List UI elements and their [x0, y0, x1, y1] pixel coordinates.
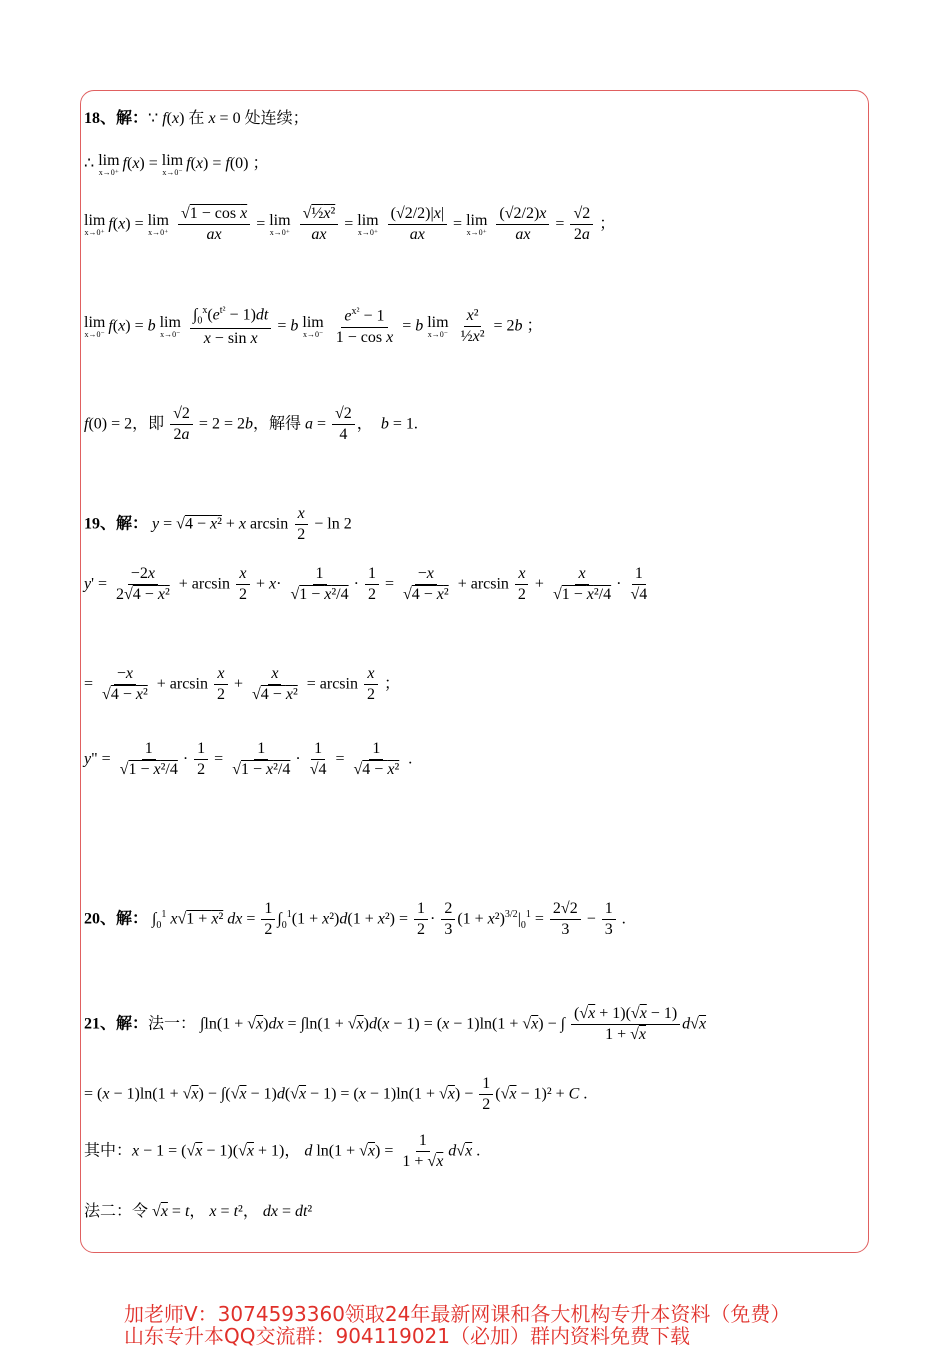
- q19-line1: 19、解： y = √4 − x² + x arcsin $\frac{x}{2}$ − ln 2: [84, 505, 352, 544]
- q21-line3: 其中：x − 1 = (√x − 1)(√x + 1)， d ln(1 + √x) = $\frac{1}{1 + √x}$ d√x .: [84, 1132, 481, 1171]
- q18-line1: 18、解：∵ f(x) 在 x = 0 处连续；: [84, 110, 309, 127]
- q18-line5: f(0) = 2，即 $\frac{√2}{2a}$ = 2 = 2b，解得 a = $\frac{√2}{4}$ ， b = 1.: [84, 405, 418, 444]
- q21-line2: = (x − 1)ln(1 + √x) − ∫(√x − 1)d(√x − 1) = (x − 1)ln(1 + √x) − $\frac{1}{2}$ (√x − 1)² + C .: [84, 1075, 588, 1114]
- q18-line2: ∴ lim x→0⁺ f(x) = lim x→0⁻ f(x) = f(0) ；: [84, 151, 269, 177]
- q19-line4: y" = $\frac{1}{\text{√1 − x²/4}}$ · $\frac{1}{2}$ = $\frac{1}{\text{√1 − x²/4}}$ · $\frac{1}{√4}$ = $\frac{1}{\text{√4 − x²}}$ .: [84, 740, 413, 779]
- footer-line2: 山东专升本QQ交流群：904119021（必加）群内资料免费下载: [124, 1324, 691, 1348]
- q20-line1: 20、解： $\int_0^1$ x√1 + x² dx = $\frac{1}{2}$ $\int_0^1(1 + x^2)d(1 + x^2)$ = $\frac{1}{2}$ · $\frac{2}{3}$ $(1 + x^2)^{3/2}|_0^1$ = $\frac{2√2}{3}$ − $\frac{1}{3}$ .: [84, 900, 626, 939]
- q19-line3: = $\frac{-x}{\text{√4 − x²}}$ + arcsin $\frac{x}{2}$ + $\frac{x}{\text{√4 − x²}}$ = arcsin $\frac{x}{2}$ ；: [84, 665, 400, 704]
- q19-line2: y' = $\frac{-2x}{\text{2√4 − x²}}$ + arcsin $\frac{x}{2}$ + x· $\frac{1}{\text{√1 − x²/4}}$ · $\frac{1}{2}$ = $\frac{-x}{\text{√4 − x²}}$ + arcsin $\frac{x}{2}$ + $\frac{x}{\text{√1 − x²/4}}$ · $\frac{1}{√4}$: [84, 565, 648, 604]
- q21-line1: 21、解：法一： ∫ln(1 + √x)dx = ∫ln(1 + √x)d(x − 1) = (x − 1)ln(1 + √x) − ∫ $\frac{(√x + 1)(√x - 1)}{1 + √x}$ d√x: [84, 1005, 707, 1044]
- footer-line1: 加老师V：3074593360领取24年最新网课和各大机构专升本资料（免费）: [124, 1302, 791, 1326]
- q18-line3: lim x→0⁺ f(x) = lim x→0⁺ $\frac{\text{√1 − cos x}}{ax}$ = lim x→0⁺ $\frac{\text{√½x²}}{ax}$ = lim x→0⁺ $\frac{(√2/2)|x|}{ax}$ = lim x→0⁺ $\frac{(√2/2)x}{ax}$ = $\frac{√2}{2a}$ ；: [84, 205, 616, 244]
- q18-line4: lim x→0⁻ f(x) = b lim x→0⁻ $\frac{\int_0^x(e^{t^2} - 1)dt}{\text{x − sin x}}$ = b lim x→0⁻ $\frac{e^{x^2} - 1}{\text{1 − cos x}}$ = b lim x→0⁻ $\frac{\text{x²}}{\text{½x²}}$ = 2b ；: [84, 305, 543, 348]
- q21-line4: 法二：令 √x = t， x = t²， dx = dt²: [84, 1203, 313, 1220]
